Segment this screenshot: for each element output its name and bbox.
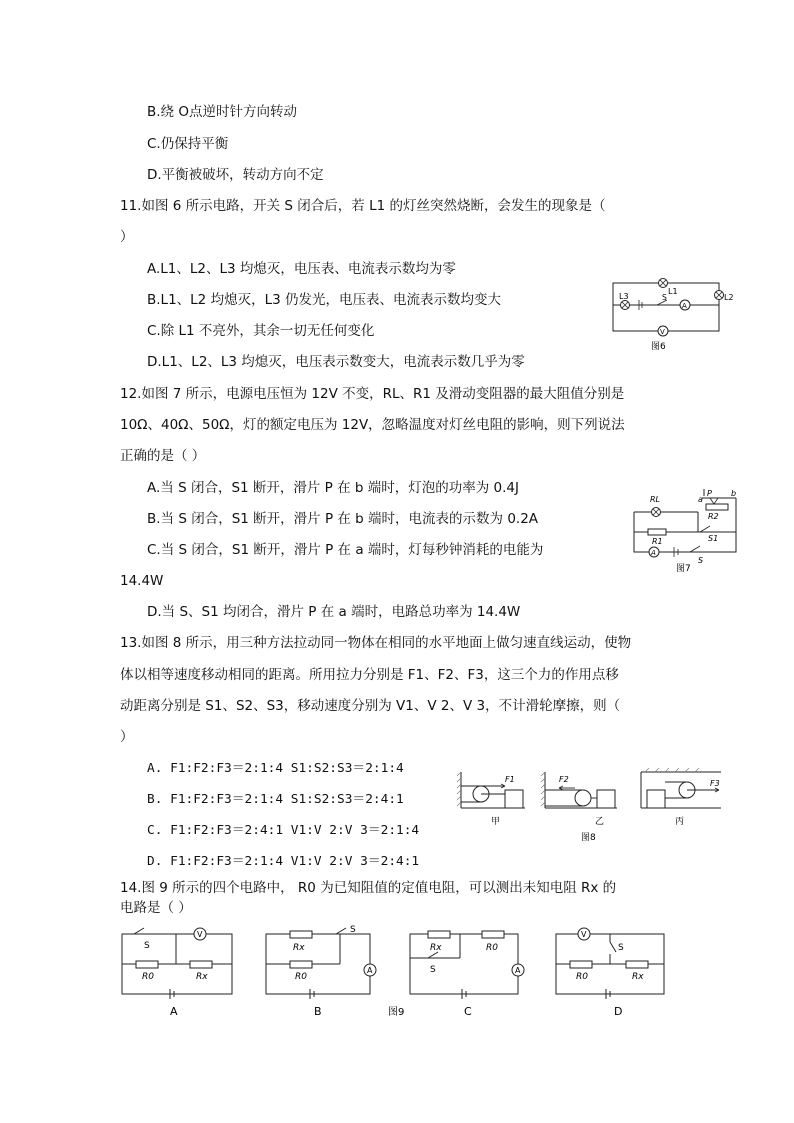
- fig8-f3-label: F3: [710, 779, 720, 788]
- fig9c-rx-label: Rx: [430, 943, 442, 953]
- fig9d-r0-label: R0: [576, 972, 588, 982]
- fig9d-s-label: S: [618, 943, 624, 953]
- q12-stem-2: 10Ω、40Ω、50Ω，灯的额定电压为 12V，忽略温度对灯丝电阻的影响，则下列说法: [120, 417, 625, 433]
- fig6-s-label: S: [662, 293, 667, 302]
- q12-option-c: C.当 S 闭合，S1 断开，滑片 P 在 a 端时，灯每秒钟消耗的电能为: [147, 542, 544, 558]
- q11-stem-1: 11.如图 6 所示电路，开关 S 闭合后，若 L1 的灯丝突然烧断，会发生的现象是（: [120, 198, 606, 214]
- q13-stem-1: 13.如图 8 所示，用三种方法拉动同一物体在相同的水平地面上做匀速直线运动，使物: [120, 635, 632, 651]
- q13-option-a: A. F1:F2:F3＝2:1:4 S1:S2:S3＝2:1:4: [147, 761, 404, 776]
- fig7-s1-label: S1: [708, 534, 719, 543]
- q13-stem-3: 动距离分别是 S1、S2、S3，移动速度分别为 V1、V 2、V 3，不计滑轮摩擦，则（: [120, 698, 621, 714]
- fig9a-voltmeter-label: V: [197, 930, 203, 939]
- fig8-caption: 图8: [581, 833, 596, 843]
- fig8-pulley-yi: [575, 790, 591, 806]
- q11-option-b: B.L1、L2 均熄灭，L3 仍发光，电压表、电流表示数均变大: [147, 292, 501, 308]
- prev-option-b: B.绕 O点逆时针方向转动: [147, 104, 297, 120]
- figure-9-circuits: [110, 922, 680, 1022]
- fig9b-r0-label: R0: [295, 972, 307, 982]
- fig8-bing-label: 丙: [675, 817, 685, 827]
- q11-option-d: D.L1、L2、L3 均熄灭，电压表示数变大，电流表示数几乎为零: [147, 354, 525, 370]
- fig7-a-label: a: [698, 495, 703, 504]
- fig9b-ammeter-label: A: [367, 966, 373, 975]
- q12-option-b: B.当 S 闭合，S1 断开，滑片 P 在 b 端时，电流表的示数为 0.2A: [147, 511, 539, 527]
- fig8-block-bing: [647, 790, 665, 808]
- q11-stem-2: ）: [120, 229, 134, 245]
- q13-option-d: D. F1:F2:F3＝2:1:4 V1:V 2:V 3＝2:4:1: [147, 854, 420, 869]
- fig9d-option-label: D: [614, 1005, 623, 1018]
- fig6-ammeter-label: A: [682, 302, 687, 310]
- prev-option-d: D.平衡被破坏，转动方向不定: [147, 167, 324, 183]
- q12-stem-3: 正确的是（ ）: [120, 448, 206, 464]
- fig7-resistor-r1: [648, 529, 666, 535]
- fig7-b-label: b: [731, 489, 737, 498]
- q12-stem-1: 12.如图 7 所示，电源电压恒为 12V 不变，RL、R1 及滑动变阻器的最大阻值分别是: [120, 386, 625, 402]
- fig9a-s-label: S: [144, 941, 150, 951]
- fig9-circuit-b: [266, 925, 376, 1018]
- fig9a-rx-label: Rx: [196, 972, 208, 982]
- fig9-caption: 图9: [388, 1007, 405, 1018]
- fig9d-voltmeter-label: V: [581, 930, 587, 939]
- fig8-f2-label: F2: [559, 775, 569, 784]
- figure-8-pulleys: [455, 766, 727, 846]
- q12-option-c-cont: 14.4W: [120, 573, 164, 589]
- fig9b-rx-label: Rx: [293, 943, 305, 953]
- fig6-voltmeter-label: V: [660, 328, 665, 336]
- q13-stem-4: ）: [120, 729, 134, 745]
- fig9c-r0-label: R0: [486, 943, 498, 953]
- fig7-r1-label: R1: [652, 537, 663, 546]
- fig9a-option-label: A: [170, 1005, 178, 1018]
- fig7-rheostat-r2: [706, 504, 728, 510]
- fig9-circuit-a: [122, 928, 232, 1018]
- fig9b-s-label: S: [350, 925, 356, 935]
- q12-option-d: D.当 S、S1 均闭合，滑片 P 在 a 端时，电路总功率为 14.4W: [147, 604, 521, 620]
- fig9b-option-label: B: [314, 1005, 322, 1018]
- fig8-yi-label: 乙: [595, 817, 605, 827]
- figure-7-circuit: [628, 488, 746, 576]
- q13-option-c: C. F1:F2:F3＝2:4:1 V1:V 2:V 3＝2:1:4: [147, 823, 420, 838]
- q12-option-a: A.当 S 闭合，S1 断开，滑片 P 在 b 端时，灯泡的功率为 0.4J: [147, 480, 520, 496]
- fig6-caption: 图6: [651, 342, 666, 352]
- q11-option-a: A.L1、L2、L3 均熄灭，电压表、电流表示数均为零: [147, 261, 456, 277]
- fig7-rl-label: RL: [650, 495, 661, 504]
- fig8-jia-label: 甲: [491, 817, 501, 827]
- fig7-ammeter-label: A: [651, 549, 656, 557]
- q13-option-b: B. F1:F2:F3＝2:1:4 S1:S2:S3＝2:4:1: [147, 792, 404, 807]
- prev-option-c: C.仍保持平衡: [147, 136, 229, 152]
- q13-stem-2: 体以相等速度移动相同的距离。所用拉力分别是 F1、F2、F3，这三个力的作用点移: [120, 667, 619, 683]
- fig8-f1-label: F1: [505, 775, 515, 784]
- fig9-circuit-c: [410, 931, 524, 1018]
- fig6-l3-label: L3: [619, 292, 629, 301]
- fig6-l1-label: L1: [668, 287, 678, 296]
- fig9c-ammeter-label: A: [515, 966, 521, 975]
- fig8-block-yi: [597, 790, 615, 808]
- q14-stem-2: 电路是（ ）: [120, 900, 192, 916]
- fig9a-r0-label: R0: [142, 972, 154, 982]
- fig8-block-jia: [505, 790, 523, 808]
- fig9c-s-label: S: [430, 965, 436, 975]
- q14-stem-1: 14.图 9 所示的四个电路中， R0 为已知阻值的定值电阻，可以测出未知电阻 Rx 的: [120, 880, 617, 896]
- fig9d-rx-label: Rx: [632, 972, 644, 982]
- fig7-p-label: P: [707, 489, 712, 498]
- fig7-caption: 图7: [676, 564, 691, 574]
- q11-option-c: C.除 L1 不亮外，其余一切无任何变化: [147, 323, 375, 339]
- fig9-circuit-d: [556, 928, 664, 1018]
- fig6-l2-label: L2: [724, 293, 734, 302]
- fig7-s-label: S: [698, 556, 704, 565]
- fig9c-option-label: C: [464, 1005, 472, 1018]
- fig7-r2-label: R2: [708, 512, 719, 521]
- figure-6-circuit: [605, 275, 735, 355]
